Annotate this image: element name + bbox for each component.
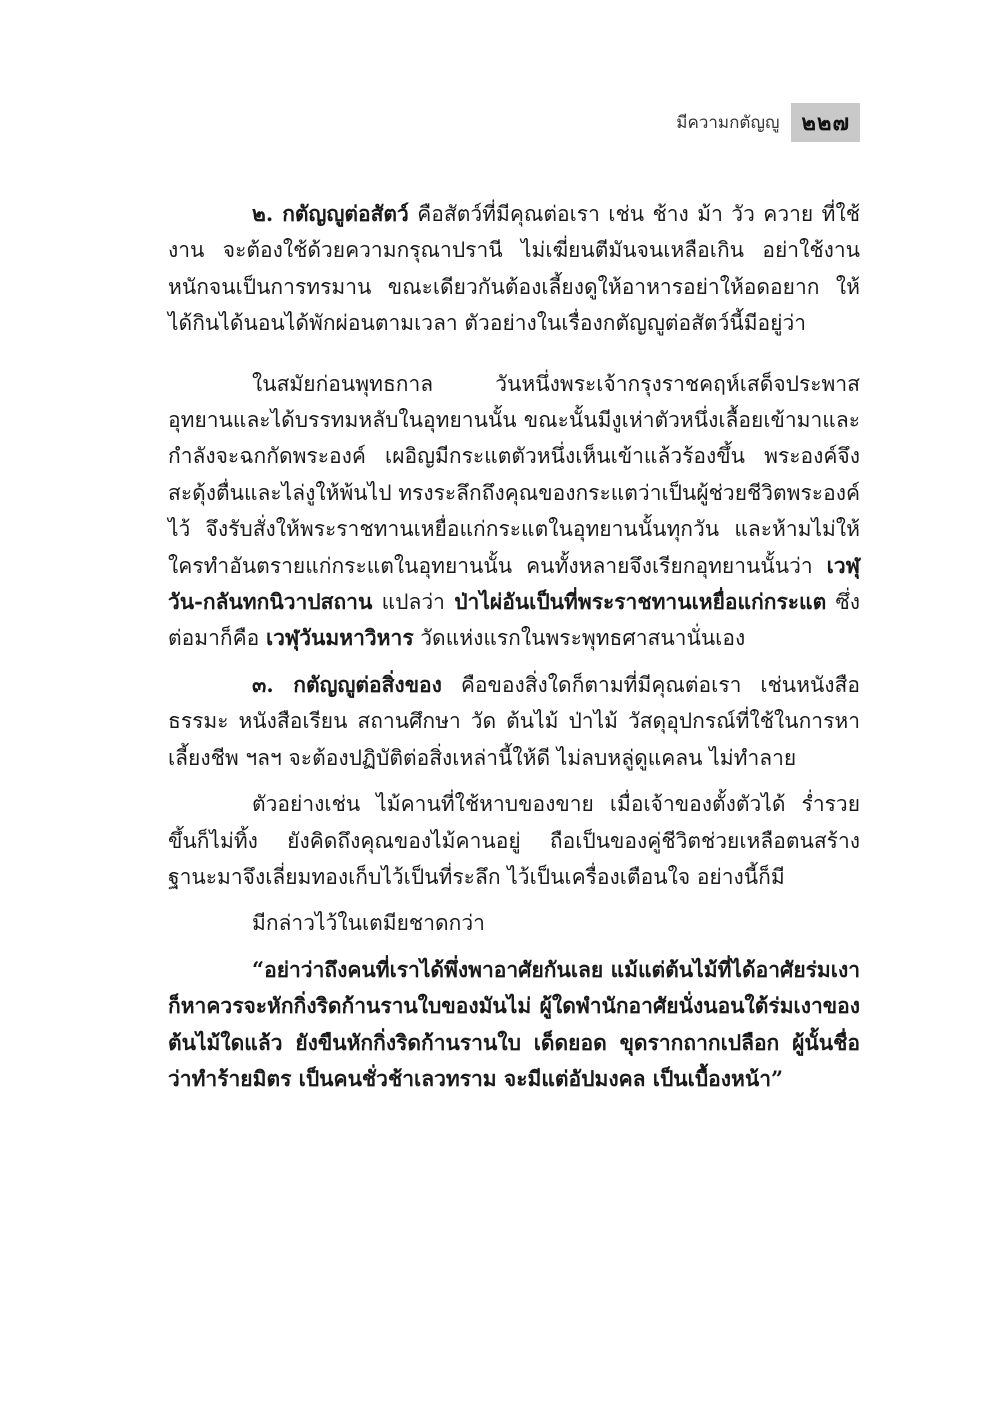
page — [168, 0, 860, 1415]
section-3-paragraph — [168, 667, 860, 776]
quote-paragraph: “อย่าว่าถึงคนที่เราได้พึ่งพาอาศัยกันเลย แม้แต่ต้นไม้ที่ได้อาศัยร่มเงาก็หาควรจะหักกิ่งริดก้านรานใบของมันไม่ ผู้ใดพำนักอาศัยนั่งนอนใต้ร่มเงาของต้นไม้ใดแล้ว ยังขืนหักกิ่งริดก้านรานใบ เด็ดยอด ขุดรากถากเปลือก ผู้นั้นชื่อว่าทำร้ายมิตร เป็นคนชั่วช้าเลวทราม จะมีแต่อัปมงคล เป็นเบื้องหน้า” — [168, 956, 860, 1091]
story-bold-2: ป่าไผ่อันเป็นที่พระราชทานเหยื่อแก่กระแต — [454, 589, 827, 615]
body-text — [168, 196, 860, 1097]
section-2-paragraph — [168, 196, 860, 342]
section-3-text: คือของสิ่งใดก็ตามที่มีคุณต่อเรา เช่นหนังสือธรรมะ หนังสือเรียน สถานศึกษา วัด ต้นไม้ ป่าไม้ วัสดุอุปกรณ์ที่ใช้ในการหาเลี้ยงชีพ ฯลฯ จะต้องปฏิบัติต่อสิ่งเหล่านี้ให้ดี ไม่ลบหลู่ดูแคลน ไม่ทำลาย — [168, 672, 860, 770]
running-header — [676, 106, 860, 138]
story-paragraph — [168, 366, 860, 657]
section-2-heading: ๒. กตัญญูต่อสัตว์ — [252, 201, 409, 226]
intro-paragraph: มีกล่าวไว้ในเตมียชาดกว่า — [252, 911, 485, 936]
chapter-title: มีความกตัญญู — [676, 112, 780, 133]
story-text-3: ซึ่งต่อมาก็คือ — [168, 590, 861, 651]
section-2-text: คือสัตว์ที่มีคุณต่อเรา เช่น ช้าง ม้า วัว ควาย ที่ใช้งาน จะต้องใช้ด้วยความกรุณาปรานี ไม่เฆี่ยนตีมันจนเหลือเกิน อย่าใช้งานหนักจนเป็นการทรมาน ขณะเดียวกันต้องเลี้ยงดูให้อาหารอย่าให้อดอยาก ให้ได้กินได้นอนได้พักผ่อนตามเวลา ตัวอย่างในเรื่องกตัญญูต่อสัตว์นี้มีอยู่ว่า — [168, 202, 860, 336]
story-text-2: แปลว่า — [372, 590, 455, 615]
story-text-4: วัดแห่งแรกในพระพุทธศาสนานั่นเอง — [413, 626, 746, 651]
example-paragraph: ตัวอย่างเช่น ไม้คานที่ใช้หาบของขาย เมื่อเจ้าของตั้งตัวได้ ร่ำรวย ขึ้นก็ไม่ทิ้ง ยังคิดถึงคุณของไม้คานอยู่ ถือเป็นของคู่ชีวิตช่วยเหลือตนสร้าง ฐานะมาจึงเลี่ยมทองเก็บไว้เป็นที่ระลึก ไว้เป็นเครื่องเตือนใจ อย่างนี้ก็มี — [168, 792, 860, 889]
story-bold-1: เวฬุวัน-กลันทกนิวาปสถาน — [168, 552, 860, 615]
story-bold-3: เวฬุวันมหาวิหาร — [265, 625, 414, 651]
page-number: ๒๒๗ — [791, 103, 860, 142]
section-3-heading: ๓. กตัญญูต่อสิ่งของ — [252, 671, 442, 697]
story-text-1: ในสมัยก่อนพุทธกาล วันหนึ่งพระเจ้ากรุงราชคฤห์เสด็จประพาสอุทยานและได้บรรทมหลับในอุทยานนั้น ขณะนั้นมีงูเห่าตัวหนึ่งเลื้อยเข้ามาและกำลังจะฉกกัดพระองค์ เผอิญมีกระแตตัวหนึ่งเห็นเข้าแล้วร้องขึ้น พระองค์จึงสะดุ้งตื่นและไล่งูให้พ้นไป ทรงระลึกถึงคุณของกระแตว่าเป็นผู้ช่วยชีวิตพระองค์ไว้ จึงรับสั่งให้พระราชทานเหยื่อแก่กระแตในอุทยานนั้นทุกวัน และห้ามไม่ให้ใครทำอันตรายแก่กระแตในอุทยานนั้น คนทั้งหลายจึงเรียกอุทยานนั้นว่า — [168, 371, 860, 578]
